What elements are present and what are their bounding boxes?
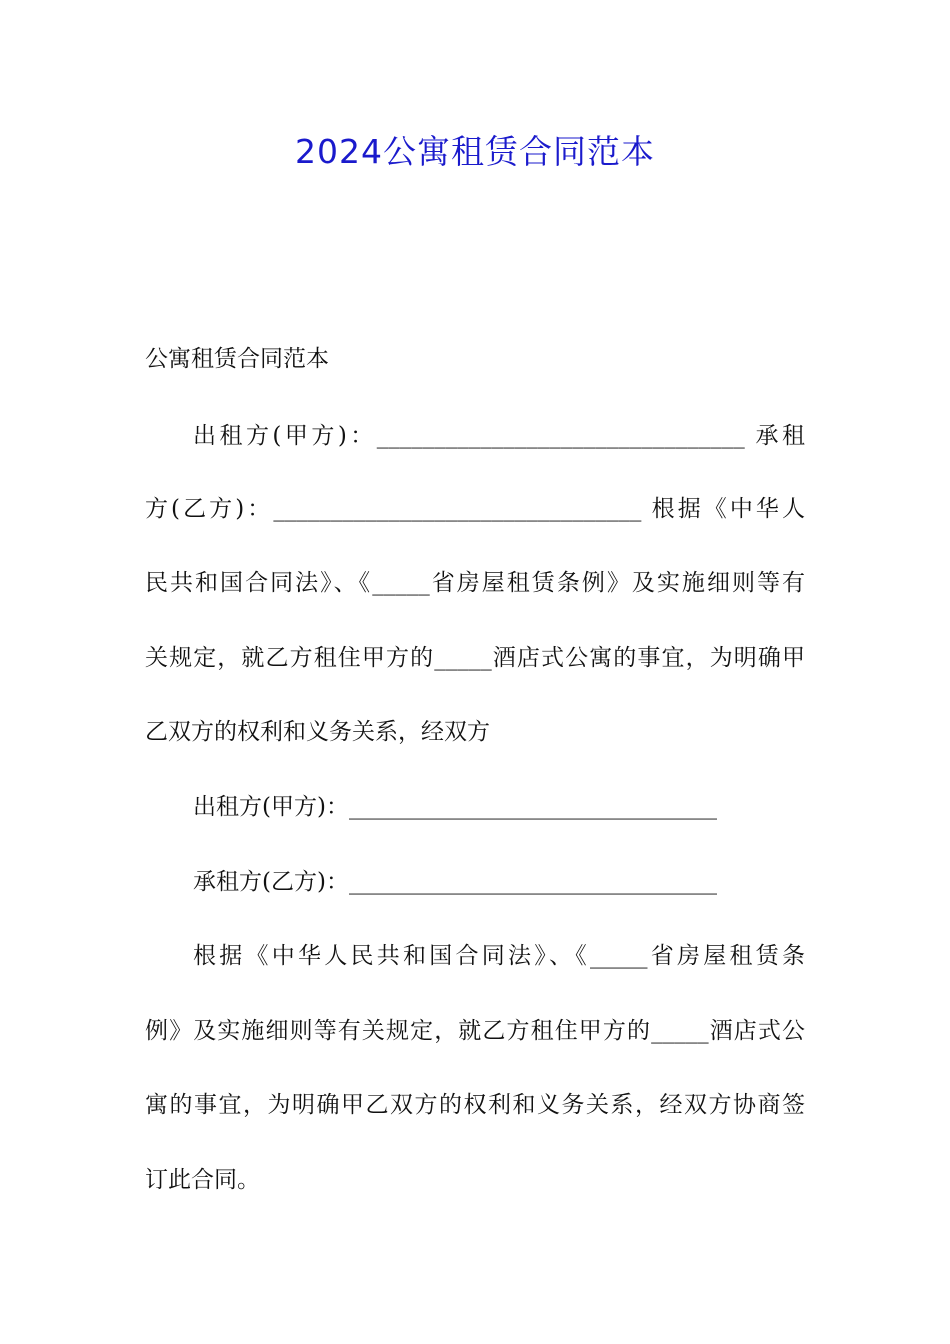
paragraph-1-line-3: 民共和国合同法》、《_____省房屋租赁条例》及实施细则等有	[145, 570, 805, 596]
paragraph-1-line-1: 出租方(甲方)：________________________________ 承租	[193, 423, 805, 449]
document-title: 2024公寓租赁合同范本	[295, 132, 655, 171]
paragraph-1-line-2: 方(乙方)：________________________________ 根据《中华人	[145, 496, 805, 522]
document-subtitle: 公寓租赁合同范本	[145, 346, 329, 372]
lessor-line: 出租方(甲方)：________________________________	[193, 794, 717, 820]
paragraph-1-line-5: 乙双方的权利和义务关系，经双方	[145, 719, 490, 745]
paragraph-1-line-4: 关规定，就乙方租住甲方的_____酒店式公寓的事宜，为明确甲	[145, 645, 805, 671]
lessee-line: 承租方(乙方)：________________________________	[193, 869, 717, 895]
paragraph-2-line-4: 订此合同。	[145, 1167, 260, 1193]
paragraph-2-line-3: 寓的事宜，为明确甲乙双方的权利和义务关系，经双方协商签	[145, 1092, 805, 1118]
paragraph-2-line-2: 例》及实施细则等有关规定，就乙方租住甲方的_____酒店式公	[145, 1018, 805, 1044]
paragraph-2-line-1: 根据《中华人民共和国合同法》、《_____省房屋租赁条	[193, 943, 805, 969]
